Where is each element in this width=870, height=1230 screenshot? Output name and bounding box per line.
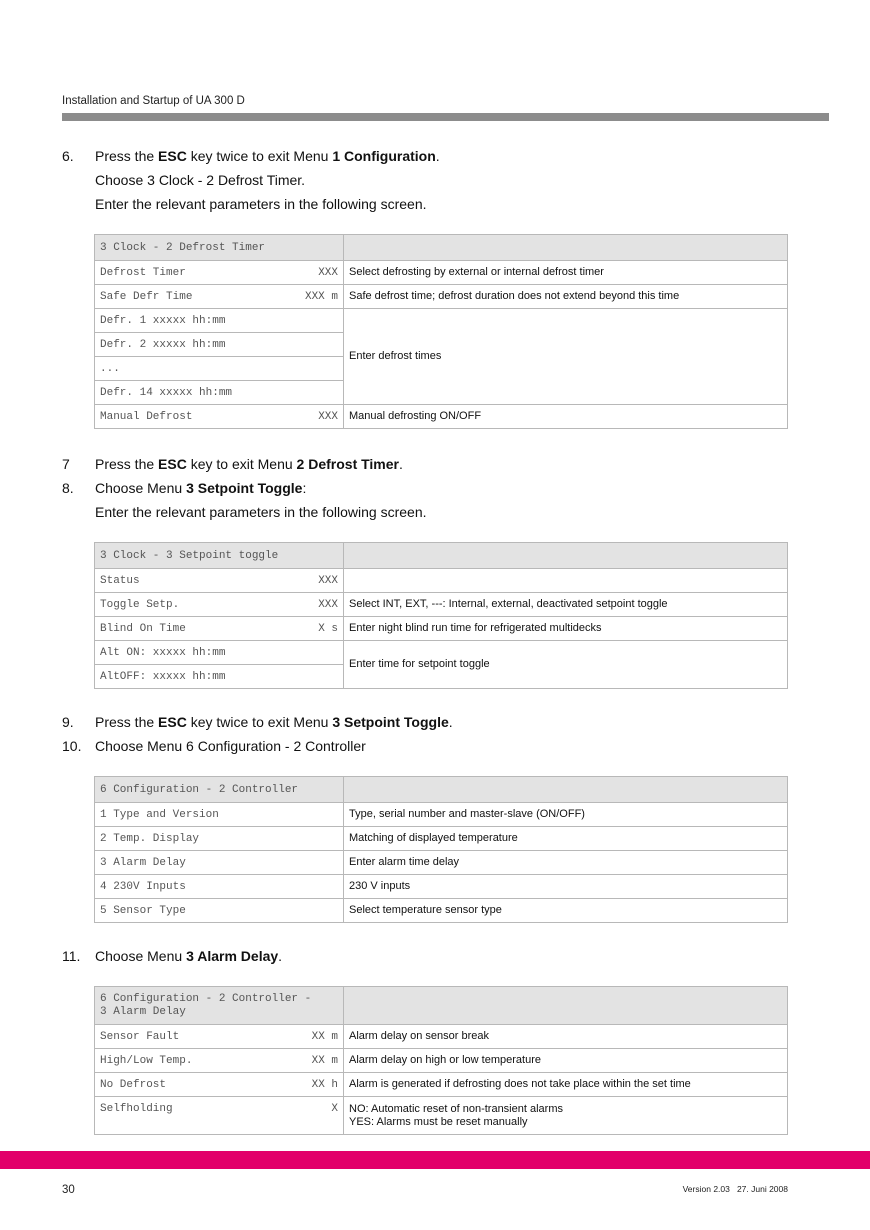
step-number: 8. xyxy=(62,480,74,496)
table-row xyxy=(95,1025,788,1049)
param-label: Defr. 1 xxxxx hh:mm xyxy=(95,309,344,333)
param-label: AltOFF: xxxxx hh:mm xyxy=(95,665,344,689)
step-6-line-3: Enter the relevant parameters in the following screen. xyxy=(95,196,427,212)
table-header-desc xyxy=(344,235,788,261)
param-desc: Enter alarm time delay xyxy=(344,851,788,875)
table-row xyxy=(95,617,788,641)
param-label: 5 Sensor Type xyxy=(95,899,344,923)
param-label: 2 Temp. Display xyxy=(95,827,344,851)
defrost-timer-table xyxy=(94,234,788,429)
table-row xyxy=(95,827,788,851)
param-label: High/Low Temp. xyxy=(100,1054,193,1067)
param-label: Defr. 14 xxxxx hh:mm xyxy=(95,381,344,405)
param-label: 3 Alarm Delay xyxy=(95,851,344,875)
table-header-desc xyxy=(344,777,788,803)
param-value: X xyxy=(331,1103,338,1115)
param-desc: Manual defrosting ON/OFF xyxy=(344,405,788,429)
param-label: Defrost Timer xyxy=(100,266,186,279)
param-desc-merged: Enter defrost times xyxy=(344,309,788,405)
param-value: XX h xyxy=(311,1078,338,1091)
table-row xyxy=(95,851,788,875)
param-label: Blind On Time xyxy=(100,622,186,635)
table-header: 3 Clock - 2 Defrost Timer xyxy=(95,235,344,261)
table-header: 6 Configuration - 2 Controller xyxy=(95,777,344,803)
param-desc: NO: Automatic reset of non-transient alarms YES: Alarms must be reset manually xyxy=(344,1097,788,1135)
param-value: XX m xyxy=(311,1054,338,1067)
param-value: XXX xyxy=(318,598,338,611)
param-label: ... xyxy=(95,357,344,381)
table-header: 6 Configuration - 2 Controller - 3 Alarm Delay xyxy=(95,987,344,1025)
step-text: Choose Menu 3 Setpoint Toggle: xyxy=(95,480,307,496)
param-label: Safe Defr Time xyxy=(100,290,193,303)
step-text: Choose Menu 3 Alarm Delay. xyxy=(95,948,283,964)
param-value: XXX xyxy=(318,410,338,423)
param-desc xyxy=(344,569,788,593)
param-value: XXX xyxy=(318,574,338,587)
param-value: XX m xyxy=(311,1030,338,1043)
step-number: 9. xyxy=(62,714,74,730)
table-row xyxy=(95,1097,788,1135)
param-desc: Alarm is generated if defrosting does not take place within the set time xyxy=(344,1073,788,1097)
table-row xyxy=(95,641,788,665)
param-label: Alt ON: xxxxx hh:mm xyxy=(95,641,344,665)
table-row xyxy=(95,569,788,593)
step-text: Press the ESC key twice to exit Menu 1 Configuration. xyxy=(95,148,440,164)
param-label: Toggle Setp. xyxy=(100,598,180,611)
table-row xyxy=(95,1073,788,1097)
param-label: Selfholding xyxy=(100,1103,173,1115)
param-label: Defr. 2 xxxxx hh:mm xyxy=(95,333,344,357)
table-row xyxy=(95,261,788,285)
alarm-delay-table xyxy=(94,986,788,1135)
version-info: Version 2.03 27. Juni 2008 xyxy=(682,1184,788,1194)
param-label: 1 Type and Version xyxy=(95,803,344,827)
step-text: Choose Menu 6 Configuration - 2 Controller xyxy=(95,738,366,754)
table-row xyxy=(95,875,788,899)
step-number: 6. xyxy=(62,148,74,164)
page-number: 30 xyxy=(62,1184,75,1196)
param-label: Manual Defrost xyxy=(100,410,193,423)
footer-band xyxy=(0,1151,870,1169)
param-desc: Select defrosting by external or internal defrost timer xyxy=(344,261,788,285)
table-row xyxy=(95,803,788,827)
param-desc-merged: Enter time for setpoint toggle xyxy=(344,641,788,689)
param-value: XXX xyxy=(318,266,338,279)
param-desc: 230 V inputs xyxy=(344,875,788,899)
param-desc: Select temperature sensor type xyxy=(344,899,788,923)
param-desc: Type, serial number and master-slave (ON/OFF) xyxy=(344,803,788,827)
step-text: Press the ESC key to exit Menu 2 Defrost Timer. xyxy=(95,456,403,472)
step-text: Press the ESC key twice to exit Menu 3 Setpoint Toggle. xyxy=(95,714,453,730)
table-header-desc xyxy=(344,543,788,569)
param-desc: Alarm delay on high or low temperature xyxy=(344,1049,788,1073)
step-number: 11. xyxy=(62,948,81,964)
param-desc: Enter night blind run time for refrigerated multidecks xyxy=(344,617,788,641)
header-rule xyxy=(62,113,829,121)
step-number: 7 xyxy=(62,456,70,472)
param-label: Status xyxy=(100,574,140,587)
table-row xyxy=(95,899,788,923)
param-desc: Matching of displayed temperature xyxy=(344,827,788,851)
param-desc: Safe defrost time; defrost duration does not extend beyond this time xyxy=(344,285,788,309)
setpoint-toggle-table xyxy=(94,542,788,689)
table-row xyxy=(95,593,788,617)
controller-menu-table xyxy=(94,776,788,923)
table-row xyxy=(95,1049,788,1073)
step-8-line-2: Enter the relevant parameters in the following screen. xyxy=(95,504,427,520)
param-label: No Defrost xyxy=(100,1078,167,1091)
param-label: Sensor Fault xyxy=(100,1030,180,1043)
step-6-line-2: Choose 3 Clock - 2 Defrost Timer. xyxy=(95,172,306,188)
table-header: 3 Clock - 3 Setpoint toggle xyxy=(95,543,344,569)
step-number: 10. xyxy=(62,738,82,754)
param-desc: Select INT, EXT, ---: Internal, external, deactivated setpoint toggle xyxy=(344,593,788,617)
running-header: Installation and Startup of UA 300 D xyxy=(62,95,245,107)
table-row xyxy=(95,309,788,333)
param-value: XXX m xyxy=(304,290,338,303)
param-value: X s xyxy=(318,622,338,635)
table-row xyxy=(95,285,788,309)
table-header-desc xyxy=(344,987,788,1025)
param-desc: Alarm delay on sensor break xyxy=(344,1025,788,1049)
table-row xyxy=(95,405,788,429)
param-label: 4 230V Inputs xyxy=(95,875,344,899)
